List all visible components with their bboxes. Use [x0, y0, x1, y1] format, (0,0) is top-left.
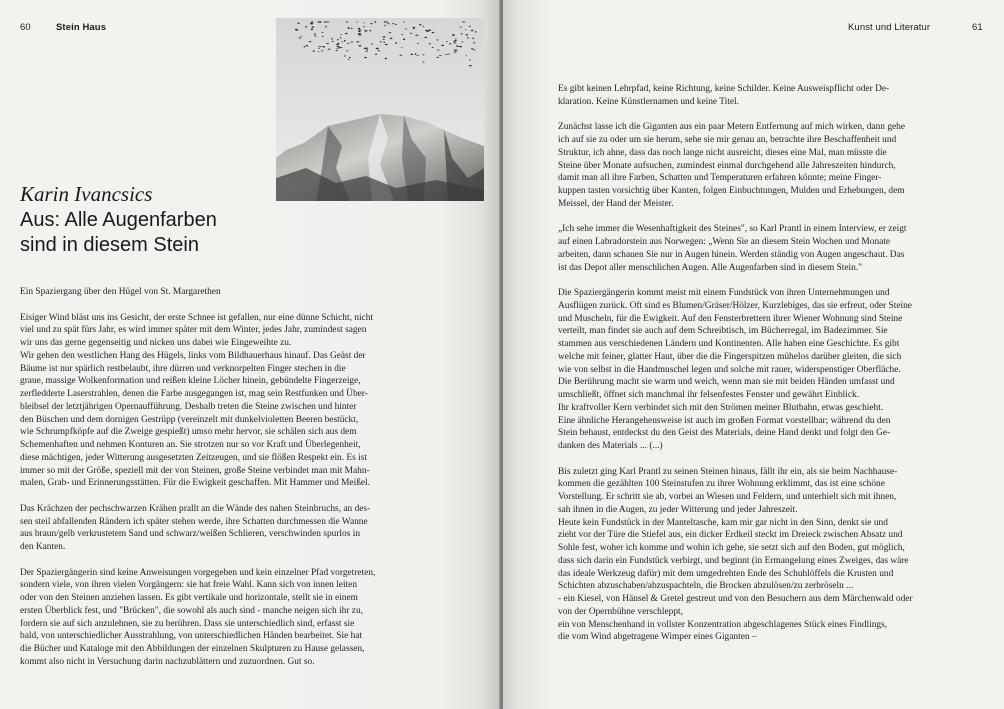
text-line: Stein behaust, entdeckst du den Geist des Materials, deine Hand denkt und folgt den Ge- [558, 428, 891, 439]
text-line: fordern sie auf sich anzulehnen, sie zu berühren. Dass sie unterschiedlich sind, erfasst sie [20, 618, 355, 629]
text-line: umschließt, öffnet sich manchmal ihr felsenfestes Fenster und gewährt Einblick. [558, 390, 860, 400]
paragraph [558, 223, 998, 274]
text-line: den Büschen und dem dornigen Gestrüpp (vereinzelt mit dunkelvioletten Beeren bestückt, [20, 414, 359, 425]
text-line: klaration. Keine Künstlernamen und keine Titel. [558, 96, 739, 107]
text-line: Das Krächzen der pechschwarzen Krähen prallt an die Wände des nahen Steinbruchs, an des- [20, 503, 371, 514]
text-line: bleibsel der letztjährigen Opernaufführung. Deshalb treten die Steine zwischen und hinter [20, 401, 357, 412]
text-line: sondern viele, von ihren vielen Vorgängern: sie hat freie Wahl. Kann sich von innen leiten [20, 580, 358, 591]
text-line: den Kanten. [20, 542, 66, 552]
paragraph [558, 466, 998, 645]
text-line: die Bücher und Kataloge mit den Abbildungen der einzelnen Skulpturen zu Hause gelassen, [20, 644, 365, 654]
text-line: Die Berührung macht sie warm und weich, wenn man sie mit beiden Händen umfasst und [558, 377, 895, 388]
text-line: stammen aus verschiedenen Ländern und Kontinenten. Alle haben eine Geschichte. Es gibt [558, 339, 900, 349]
author-name: Karin Ivancsics [20, 182, 153, 206]
text-line: Die Spaziergängerin kommt meist mit einem Fundstück von ihren Unternehmungen und [558, 288, 890, 298]
text-line: oder von den Steinen anziehen lassen. Es gibt vertikale und horizontale, stellt sie in einem [20, 593, 358, 603]
text-line: Schichten abzuschaben/abzuspachteln, die Brocken abzulösen/zu zerbröseln ... [558, 581, 854, 592]
paragraph [558, 287, 998, 453]
page-number-left: 60 [20, 22, 31, 33]
left-page [0, 0, 500, 709]
text-line: malen, Grab- und Erinnerungsstätten. Für die Ewigkeit geschaffen. Mit Hammer und Meißel. [20, 478, 370, 489]
text-line: Bis zuletzt ging Karl Prantl zu seinen Steinen hinaus, fällt ihr ein, als sie beim Nachhause- [558, 466, 898, 477]
text-line: danken des Materials ... (...) [558, 441, 663, 451]
title-line: sind in diesem Stein [20, 234, 199, 256]
text-line: ein von Menschenhand in vollster Konzentration abgeschlagenes Stück eines Findlings, [558, 619, 888, 630]
text-line: Ausflügen zurück. Oft sind es Blumen/Gräser/Hölzer, Kurzlebiges, das sie erfreut, oder Steine [558, 300, 912, 311]
text-line: „Ich sehe immer die Wesenhaftigkeit des Steines", so Karl Prantl in einem Interview, er zeigt [558, 224, 907, 235]
text-line: bald, von unterschiedlicher Ausstrahlung, von unterschiedlichen Händen bearbeitet. Sie hat [20, 631, 363, 642]
paragraph [20, 286, 490, 299]
text-line: Ein Spaziergang über den Hügel von St. Margarethen [20, 287, 221, 297]
text-line: Eine ähnliche Herangehensweise ist auch im großen Format vorstellbar; während du den [558, 415, 891, 426]
text-line: zerfledderte Laserstrahlen, denen die Farbe ausgegangen ist, mag sein Restfunken und Über- [20, 389, 368, 399]
text-line: - ein Kiesel, von Hänsel & Gretel gestreut und von den Besuchern aus dem Märchenwald oder [558, 594, 913, 604]
text-line: die vom Wind abgetragene Wimper eines Giganten – [558, 632, 757, 643]
text-line: graue, massige Wolkenformation und reißen kleine Löcher hinein, gebündelte Fingerzeige, [20, 376, 361, 387]
article-title [20, 208, 260, 258]
running-head-right: Kunst und Literatur [848, 22, 931, 33]
paragraph [20, 503, 490, 554]
paragraph [20, 312, 490, 491]
text-line: zieht vor der Türe die Stiefel aus, ein dicker Erdkeil steckt im Dreieck zwischen Absatz und [558, 530, 903, 541]
text-line: Struktur, ich ahne, dass das noch lange nicht ausreicht, dieses eine Mal, man müsste die [558, 147, 887, 158]
text-line: sah ihnen in die Augen, zu jeder Witterung und jeder Jahreszeit. [558, 504, 798, 515]
text-line: Meissel, der Hand der Meister. [558, 198, 674, 209]
text-line: Der Spaziergängerin sind keine Anweisungen vorgegeben und kein einzelner Pfad vorgetreten, [20, 567, 376, 578]
right-body-text [558, 83, 998, 657]
text-line: Steine über Monate aufsuchen, zumindest einmal durchgehend alle Jahreszeiten hindurch, [558, 160, 896, 171]
text-line: Wir gehen den westlichen Hang des Hügels, links vom Bildhauerhaus hinauf. Das Geäst der [20, 350, 366, 361]
left-body-text [20, 286, 490, 681]
text-line: wie Schrumpfköpfe auf die Zweige gespießt) umso mehr hervor, sie schälen sich aus dem [20, 427, 357, 438]
paragraph [558, 121, 998, 210]
text-line: auf einen Labradorstein aus Norwegen: „Wenn Sie an diesem Stein Wochen und Monate [558, 237, 891, 247]
text-line: Vorstellung. Er schritt sie ab, vorbei an Wiesen und Feldern, und unterhielt sich mit ihnen, [558, 492, 897, 502]
text-line: damit man all ihre Farben, Schatten und Temperaturen erfahren könnte; meine Finger- [558, 173, 882, 184]
text-line: kommen die gezählten 100 Steinstufen zu ihrer Wohnung erklimmt, das ist eine schöne [558, 479, 885, 490]
text-line: aus braun/gelb verkrustetem Sand und schwarz/weißen Schlieren, verschwinden spurlos in [20, 529, 361, 540]
text-line: Eisiger Wind bläst uns ins Gesicht, der erste Schnee ist gefallen, nur eine dünne Schicht, nicht [20, 312, 374, 323]
text-line: und Muscheln, für die Ewigkeit. Auf den Fensterbrettern ihrer Wiener Wohnung sind Steine [558, 313, 903, 324]
paragraph [20, 567, 490, 669]
text-line: Es gibt keinen Lehrpfad, keine Richtung, keine Schilder. Keine Ausweispflicht oder De- [558, 84, 890, 94]
quarry-photo [276, 18, 484, 201]
text-line: welche mit feiner, glatter Haut, über die die Fingerspitzen mühelos darüber gleiten, die sich [558, 351, 902, 362]
title-line: Aus: Alle Augenfarben [20, 209, 217, 231]
right-page [503, 0, 1004, 709]
text-line: dass sich darin ein Fundstück verbirgt, und beginnt (in Ermangelung eines Zweiges, das wäre [558, 555, 909, 566]
text-line: kuppen tasten vorsichtig über Kanten, folgen Einbuchtungen, Mulden und Erhebungen, dem [558, 186, 905, 196]
text-line: Schemenhaften und nehmen Konturen an. Sie strotzen nur so vor Kraft und Überlegenheit, [20, 440, 361, 450]
text-line: wie von selbst in die Handmuschel legen und solche mit rauer, widerspenstiger Oberfläche. [558, 364, 901, 375]
text-line: viel und zu spät fürs Jahr, es wird immer später mit dem Winter, jedes Jahr, zumindest sagen [20, 325, 367, 336]
text-line: das ideale Werkzeug dafür) mit dem umgedrehten Ende des Schuhlöffels die Krusten und [558, 568, 894, 579]
text-line: verteilt, man findet sie auch auf dem Schreibtisch, im Bücherregal, im Badezimmer. Sie [558, 326, 888, 337]
text-line: ich auf sie zu oder um sie herum, sehe sie mir genau an, betrachte ihre Beschaffenheit und [558, 135, 897, 145]
text-line: von der Opernbühne verschleppt, [558, 606, 683, 617]
text-line: ersten Überblick fest, und "Brücken", die sowohl als auch sind - manche neigen sich ihr zu, [20, 605, 363, 616]
page-number-right: 61 [972, 22, 983, 33]
text-line: Sohle fest, woher ich komme und wohin ich gehe, sie setzt sich auf den Boden, gut möglich, [558, 543, 905, 553]
text-line: diese mächtigen, jeder Witterung ausgesetzten Zeitzeugen, und sie flößen Respekt ein. Es ist [20, 452, 367, 463]
text-line: arbeiten, dann schauen Sie nur in Augen hinein. Werden ständig von Augen angeschaut. Das [558, 249, 905, 260]
text-line: wir uns das gerne gegenseitig und nicken uns dabei wie Eingeweihte zu. [20, 338, 292, 348]
text-line: ist das Depot aller menschlichen Augen. Alle Augenfarben sind in diesem Stein." [558, 262, 863, 273]
text-line: Zunächst lasse ich die Giganten aus ein paar Metern Entfernung auf mich wirken, dann gehe [558, 122, 906, 133]
running-head-left: Stein Haus [56, 22, 107, 33]
paragraph [558, 83, 998, 109]
quarry-photo-image [276, 18, 484, 201]
text-line: sen steil abfallenden Rändern ich später stehen werde, ihre Schatten durchmessen die Wanne [20, 516, 368, 527]
text-line: immer so mit der Größe, speziell mit der von Steinen, große Steine verbindet man mit Mahn- [20, 465, 370, 476]
text-line: Ihr kraftvoller Kern verbindet sich mit den Strömen meiner Blutbahn, etwas geschieht. [558, 402, 884, 413]
text-line: kommt also nicht in Versuchung darin nachzublättern und zuzuordnen. Gut so. [20, 656, 315, 667]
text-line: Bäume ist nur spärlich restbelaubt, ihre dürren und verknorpelten Finger stechen in die [20, 363, 346, 374]
text-line: Heute kein Fundstück in der Manteltasche, kam mir gar nicht in den Sinn, denkt sie und [558, 517, 888, 528]
